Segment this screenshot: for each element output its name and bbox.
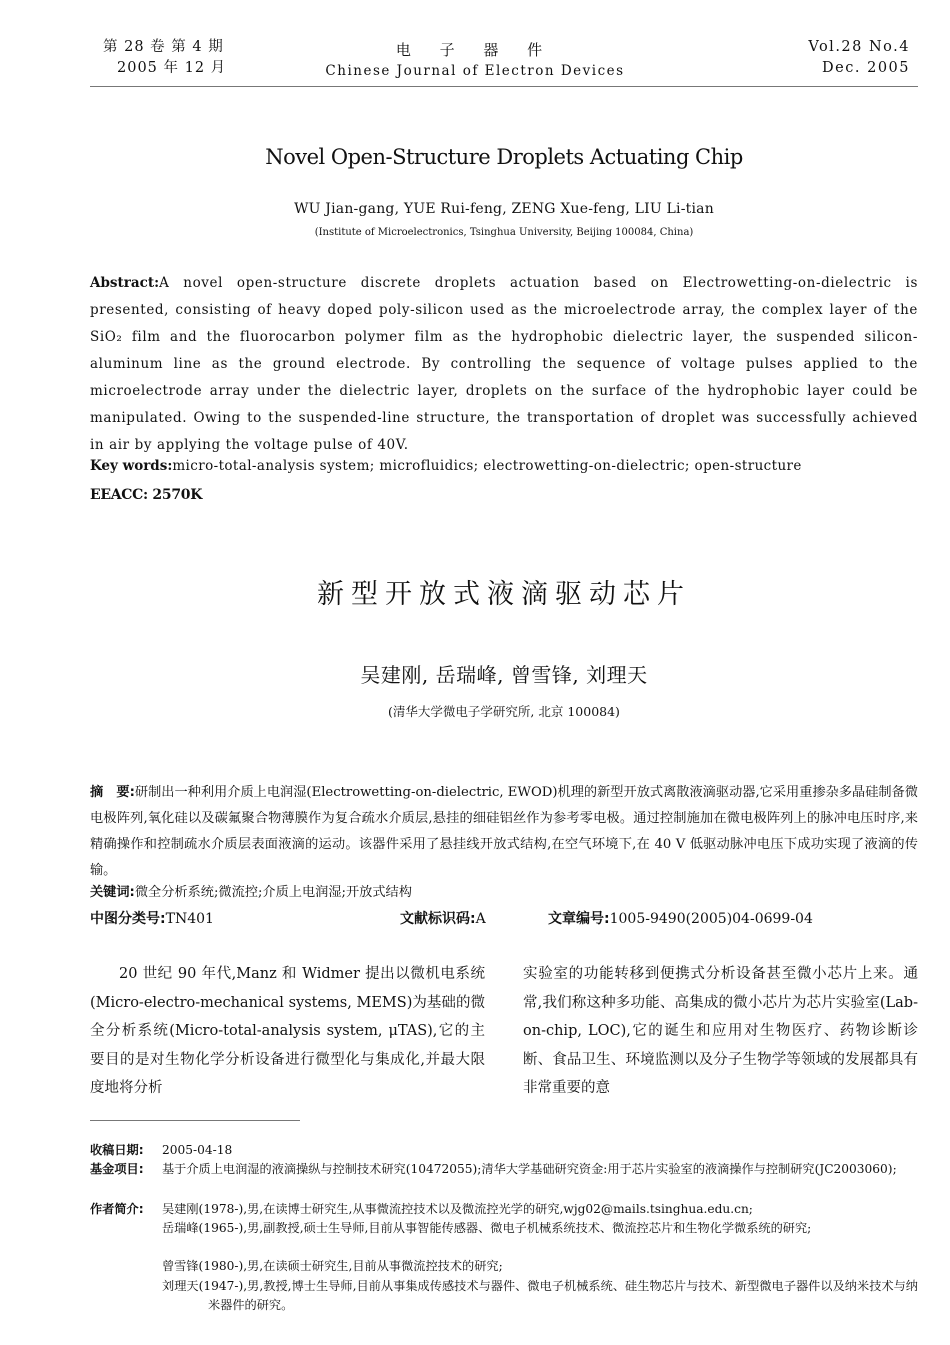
- doc-code-label: 文献标识码:: [400, 911, 476, 927]
- body-column-left: 20 世纪 90 年代,Manz 和 Widmer 提出以微机电系统(Micro-electro-mechanical systems, MEMS)为基础的微全分析系统(Micro-total-analysis system, μTAS),它的主要目的是对生物化学分析设备进行微型化与集成化,并最大限度地将分析: [90, 966, 485, 1096]
- fund-value: 基于介质上电润湿的液滴操纵与控制技术研究(10472055);清华大学基础研究资金:用于芯片实验室的液滴操作与控制研究(JC2003060);: [162, 1162, 897, 1176]
- received-value: 2005-04-18: [162, 1143, 233, 1157]
- header-volume-block: [103, 37, 226, 79]
- chinese-abstract-label: 摘 要:: [90, 785, 135, 800]
- footnote-fund: [90, 1160, 918, 1179]
- footnote-bio-3: [162, 1257, 918, 1276]
- volume-issue-en: Vol.28 No.4: [808, 39, 910, 55]
- chinese-keywords-text: 微全分析系统;微流控;介质上电润湿;开放式结构: [134, 885, 412, 900]
- chinese-authors: 吴建刚, 岳瑞峰, 曾雪锋, 刘理天: [360, 663, 648, 687]
- footnote-bio-4: [162, 1277, 918, 1314]
- body-column-right: 实验室的功能转移到便携式分析设备甚至微小芯片上来。通常,我们称这种多功能、高集成的微小芯片为芯片实验室(Lab-on-chip, LOC),它的诞生和应用对生物医疗、药物诊断诊断、食品卫生、环境监测以及分子生物学等领域的发展都具有非常重要的意: [523, 966, 918, 1096]
- clc-number: [90, 908, 214, 928]
- abstract-label: Abstract:: [90, 275, 160, 291]
- chinese-keywords-label: 关键词:: [90, 885, 135, 900]
- chinese-title: 新型开放式液滴驱动芯片: [317, 579, 691, 610]
- footnote-received: [90, 1141, 918, 1160]
- received-label: 收稿日期:: [90, 1143, 144, 1157]
- header-journal-block: [300, 40, 650, 82]
- header-issue-block: [745, 37, 910, 79]
- clc-label: 中图分类号:: [90, 911, 166, 927]
- document-code: [400, 908, 486, 928]
- journal-name-en: Chinese Journal of Electron Devices: [325, 63, 625, 79]
- abstract-text: A novel open-structure discrete droplets actuation based on Electrowetting-on-dielectric is presented, consisting of heavy doped poly-silicon used as the microelectrode array, the complex layer of the SiO₂ film and the fluorocarbon polymer film as the hydrophobic dielectric layer, the suspended silicon-aluminum line as the ground electrode. By controlling the sequence of voltage pulses applied to the microelectrode array under the dielectric layer, droplets on the surface of the hydrophobic layer could be manipulated. Owing to the suspended-line structure, the transportation of droplet was successfully achieved in air by applying the voltage pulse of 40V.: [90, 275, 918, 453]
- clc-value: TN401: [165, 911, 214, 927]
- english-affiliation: (Institute of Microelectronics, Tsinghua University, Beijing 100084, China): [314, 227, 694, 238]
- keywords-label: Key words:: [90, 458, 173, 474]
- bio-2: 岳瑞峰(1965-),男,副教授,硕士生导师,目前从事智能传感器、微电子机械系统技术、微流控芯片和生物化学微系统的研究;: [162, 1221, 812, 1235]
- eeacc-code: EEACC: 2570K: [90, 487, 203, 503]
- chinese-affiliation: (清华大学微电子学研究所, 北京 100084): [388, 704, 620, 719]
- fund-label: 基金项目:: [90, 1162, 144, 1176]
- bio-3: 曾雪锋(1980-),男,在读硕士研究生,目前从事微流控技术的研究;: [162, 1259, 503, 1273]
- footnote-bio: [90, 1200, 918, 1219]
- english-authors: WU Jian-gang, YUE Rui-feng, ZENG Xue-feng, LIU Li-tian: [294, 201, 714, 217]
- header-divider: [90, 86, 918, 87]
- bio-label: 作者简介:: [90, 1202, 144, 1216]
- chinese-abstract: [90, 780, 918, 884]
- journal-name-cn: 电 子 器 件: [395, 41, 555, 59]
- chinese-abstract-text: 研制出一种利用介质上电润湿(Electrowetting-on-dielectric, EWOD)机理的新型开放式离散液滴驱动器,它采用重掺杂多晶硅制备微电极阵列,氧化硅以及碳氟聚合物薄膜作为复合疏水介质层,悬挂的细硅铝丝作为参考零电极。通过控制施加在微电极阵列上的脉冲电压时序,来精确操作和控制疏水介质层表面液滴的运动。该器件采用了悬挂线开放式结构,在空气环境下,在 40 V 低驱动脉冲电压下成功实现了液滴的传输。: [90, 785, 918, 878]
- article-number: [548, 908, 813, 928]
- chinese-keywords: [90, 881, 412, 900]
- bio-1: 吴建刚(1978-),男,在读博士研究生,从事微流控技术以及微流控光学的研究,wjg02@mails.tsinghua.edu.cn;: [162, 1202, 753, 1216]
- bio-4: 刘理天(1947-),男,教授,博士生导师,目前从事集成传感技术与器件、微电子机械系统、硅生物芯片与技术、新型微电子器件以及纳米技术与纳米器件的研究。: [162, 1279, 918, 1312]
- english-keywords: [90, 458, 918, 474]
- volume-issue-cn: 第 28 卷 第 4 期: [103, 39, 224, 55]
- footnote-divider: [90, 1120, 300, 1121]
- english-abstract: [90, 270, 918, 459]
- keywords-text: micro-total-analysis system; microfluidics; electrowetting-on-dielectric; open-structure: [172, 458, 802, 474]
- doc-code-value: A: [475, 911, 486, 927]
- date-en: Dec. 2005: [822, 60, 910, 76]
- english-title: Novel Open-Structure Droplets Actuating Chip: [265, 145, 743, 169]
- article-no-label: 文章编号:: [548, 911, 610, 927]
- footnote-bio-2: [162, 1219, 918, 1238]
- date-cn: 2005 年 12 月: [117, 60, 227, 76]
- article-no-value: 1005-9490(2005)04-0699-04: [609, 911, 813, 927]
